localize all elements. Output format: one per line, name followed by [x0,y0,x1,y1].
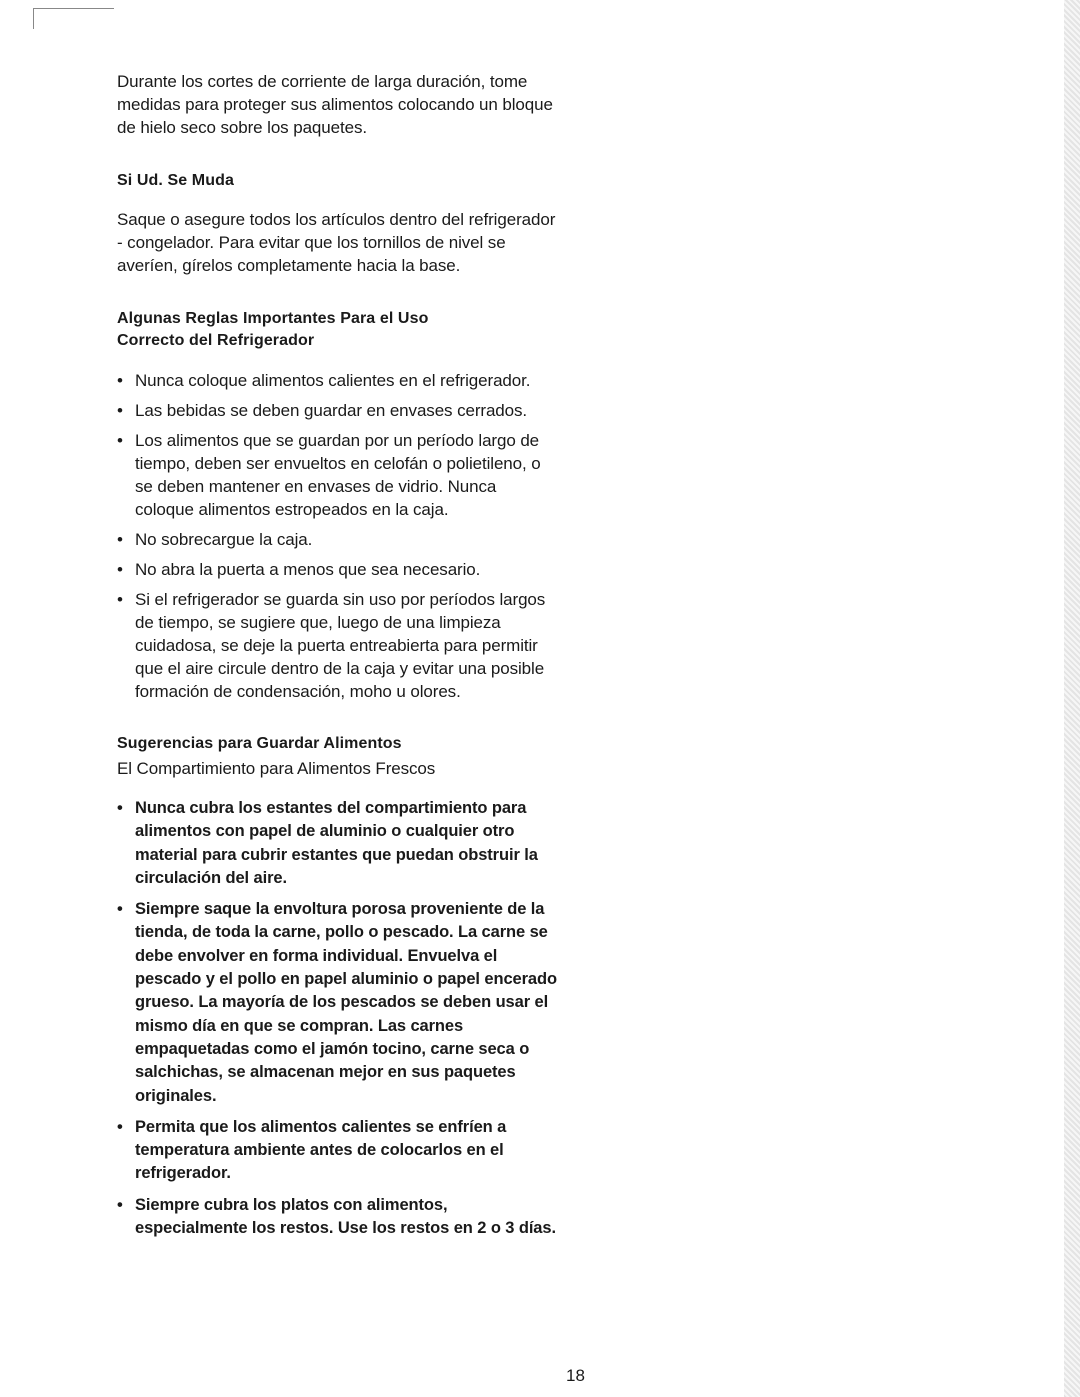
scan-corner-mark [33,8,114,29]
storage-subheading: El Compartimiento para Alimentos Frescos [117,759,436,778]
moving-paragraph: Saque o asegure todos los artículos dentro del refrigerador - congelador. Para evitar que los tornillos de nivel se averíen, gírelos completamente hacia la base. [117,210,556,275]
list-item: • No sobrecargue la caja. [117,528,557,551]
scan-edge-strip [1064,0,1080,1397]
list-item: • Nunca cubra los estantes del compartimiento para alimentos con papel de aluminio o cualquier otro material para cubrir estantes que puedan obstruir la circulación del aire. [117,797,557,890]
rules-list [117,369,557,703]
rules-heading-line1: Algunas Reglas Importantes Para el Uso [117,310,429,327]
page-content [117,70,557,1240]
moving-heading: Si Ud. Se Muda [117,172,234,189]
intro-paragraph: Durante los cortes de corriente de larga duración, tome medidas para proteger sus alimentos colocando un bloque de hielo seco sobre los paquetes. [117,72,553,137]
list-item: • Los alimentos que se guardan por un período largo de tiempo, deben ser envueltos en celofán o polietileno, o se deben mantener en envases de vidrio. Nunca coloque alimentos estropeados en la caja. [117,429,557,521]
list-item: • Si el refrigerador se guarda sin uso por períodos largos de tiempo, se sugiere que, luego de una limpieza cuidadosa, se deje la puerta entreabierta para permitir que el aire circule dentro de la caja y evitar una posible formación de condensación, moho u olores. [117,588,557,703]
storage-list [117,797,557,1240]
list-item: • Siempre saque la envoltura porosa proveniente de la tienda, de toda la carne, pollo o pescado. La carne se debe envolver en forma individual. Envuelva el pescado y el pollo en papel aluminio o papel encerado grueso. La mayoría de los pescados se deben usar el mismo día en que se compran. Las carnes empaquetadas como el jamón tocino, carne seca o salchichas, se almacenan mejor en sus paquetes originales. [117,898,557,1108]
list-item: • No abra la puerta a menos que sea necesario. [117,558,557,581]
list-item: • Nunca coloque alimentos calientes en el refrigerador. [117,369,557,392]
list-item: • Permita que los alimentos calientes se enfríen a temperatura ambiente antes de colocarlos en el refrigerador. [117,1116,557,1186]
page-number: 18 [566,1366,585,1385]
list-item: • Las bebidas se deben guardar en envases cerrados. [117,399,557,422]
storage-heading: Sugerencias para Guardar Alimentos [117,735,402,752]
list-item: • Siempre cubra los platos con alimentos, especialmente los restos. Use los restos en 2 o 3 días. [117,1194,557,1241]
rules-heading-line2: Correcto del Refrigerador [117,332,315,349]
